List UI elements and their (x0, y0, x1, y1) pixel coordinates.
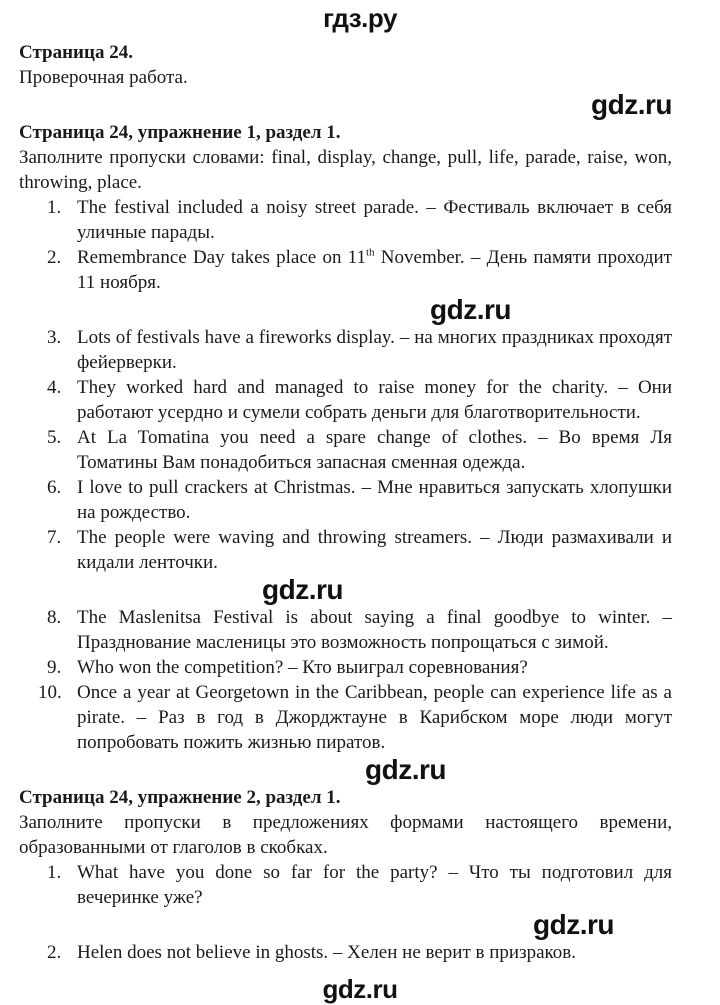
document-body (19, 34, 672, 965)
exercise-1-list (19, 195, 672, 295)
list-item (19, 860, 672, 910)
item-number: 2. (47, 942, 62, 963)
item-number: 6. (47, 477, 62, 498)
item-text: The Maslenitsa Festival is about saying a final goodbye to winter. – Празднование масленицы это возможность попрощаться с зимой. (77, 607, 672, 653)
item-text: The people were waving and throwing streamers. – Люди размахивали и кидали ленточки. (77, 527, 672, 573)
exercise-2-heading: Страница 24, упражнение 2, раздел 1. (19, 787, 341, 808)
item-number: 3. (47, 327, 62, 348)
exercise-1-instruction: Заполните пропуски словами: final, display, change, pull, life, parade, raise, won, throwing, place. (19, 147, 672, 193)
item-text-part: Remembrance Day takes place on 11 (77, 247, 366, 268)
list-item (19, 940, 672, 965)
list-item (19, 425, 672, 475)
exercise-1-list-cont2 (19, 605, 672, 755)
watermark: gdz.ru (365, 754, 446, 785)
item-text: I love to pull crackers at Christmas. – Мне нравиться запускать хлопушки на рождество. (77, 477, 672, 523)
item-text: Once a year at Georgetown in the Caribbean, people can experience life as a pirate. – Раз в год в Джорджтауне в Карибском море люди могут попробовать пожить жизнью пиратов. (77, 682, 672, 753)
list-item (19, 605, 672, 655)
watermark: gdz.ru (430, 294, 511, 325)
item-number: 4. (47, 377, 62, 398)
list-item (19, 195, 672, 245)
item-number: 10. (38, 682, 62, 703)
item-text: Lots of festivals have a fireworks display. – на многих праздниках проходят фейерверки. (77, 327, 672, 373)
superscript: th (365, 246, 375, 259)
list-item (19, 245, 672, 295)
item-text (77, 247, 672, 293)
item-text: What have you done so far for the party? – Что ты подготовил для вечеринке уже? (77, 862, 672, 908)
exercise-2-instruction: Заполните пропуски в предложениях формами настоящего времени, образованными от глаголов в скобках. (19, 812, 672, 858)
watermark-top: гдз.ру (323, 3, 397, 33)
exercise-1-list-cont (19, 325, 672, 575)
exercise-2 (19, 785, 672, 965)
item-number: 1. (47, 862, 62, 883)
list-item (19, 655, 672, 680)
list-item (19, 475, 672, 525)
item-text: They worked hard and managed to raise money for the charity. – Они работают усердно и сумели собрать деньги для благотворительности. (77, 377, 672, 423)
item-text: Helen does not believe in ghosts. – Хелен не верит в призраков. (77, 942, 577, 963)
list-item (19, 525, 672, 575)
item-text: The festival included a noisy street parade. – Фестиваль включает в себя уличные парады. (77, 197, 672, 243)
watermark: gdz.ru (533, 909, 614, 940)
item-number: 2. (47, 247, 62, 268)
watermark: gdz.ru (262, 574, 343, 605)
item-text: At La Tomatina you need a spare change of clothes. – Во время Ля Томатины Вам понадобиться запасная сменная одежда. (77, 427, 672, 473)
item-number: 8. (47, 607, 62, 628)
item-number: 9. (47, 657, 62, 678)
watermark-bottom: gdz.ru (322, 974, 398, 1004)
exercise-2-list-cont (19, 940, 672, 965)
item-number: 1. (47, 197, 62, 218)
item-number: 7. (47, 527, 62, 548)
item-number: 5. (47, 427, 62, 448)
exercise-1-heading: Страница 24, упражнение 1, раздел 1. (19, 122, 341, 143)
exercise-2-list (19, 860, 672, 910)
item-text: Who won the competition? – Кто выиграл соревнования? (77, 657, 528, 678)
exercise-1 (19, 120, 672, 755)
list-item (19, 680, 672, 755)
watermark: gdz.ru (591, 89, 672, 120)
item-text-part: November. – День памяти проходит 11 ноября. (77, 247, 672, 293)
list-item (19, 375, 672, 425)
list-item (19, 325, 672, 375)
page-subtitle: Проверочная работа. (19, 67, 188, 88)
page-heading: Страница 24. (19, 42, 133, 63)
